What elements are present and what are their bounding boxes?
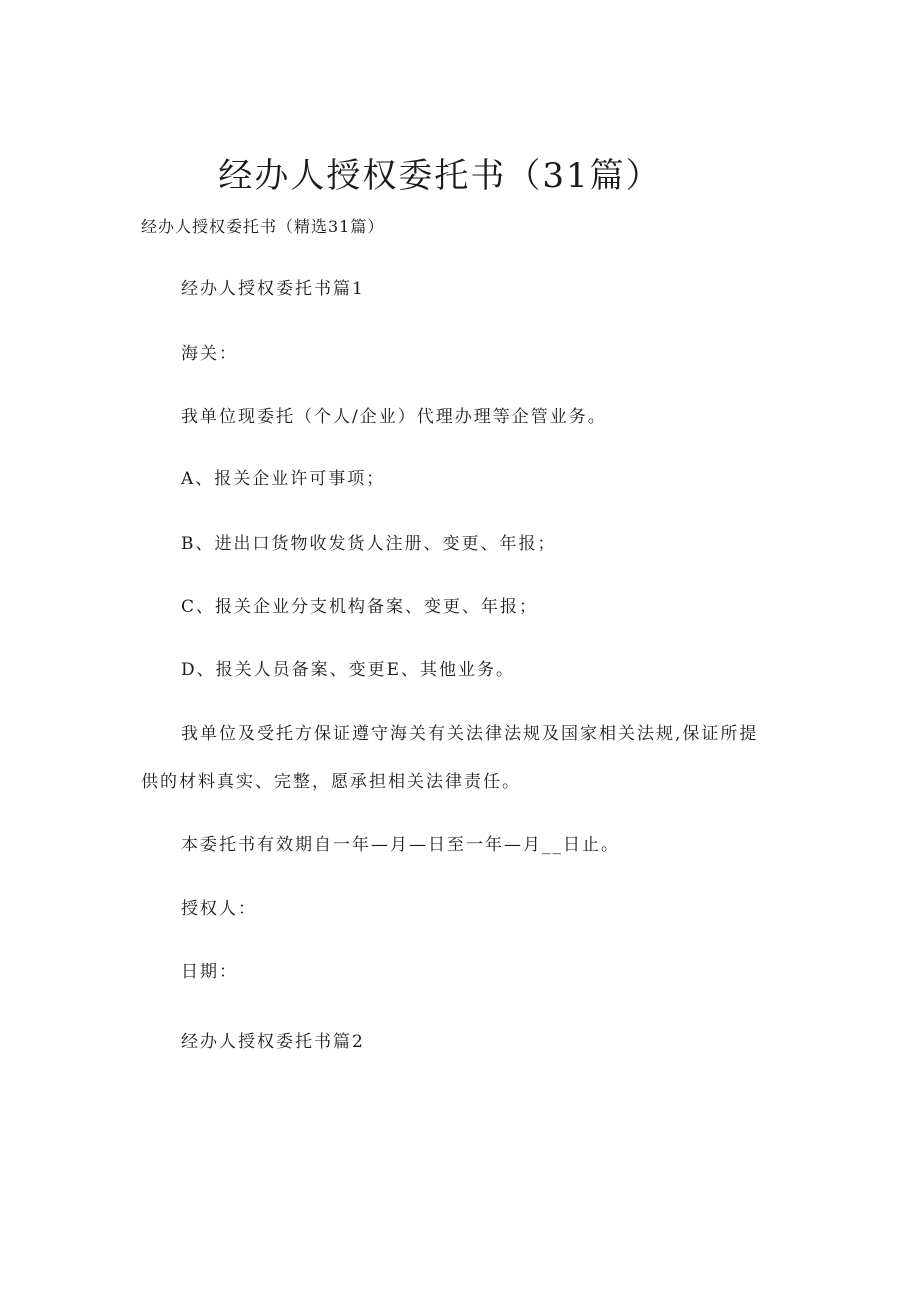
- validity-paragraph: 本委托书有效期自一年—月—日至一年—月__日止。: [181, 835, 620, 855]
- section1-heading: 经办人授权委托书篇1: [181, 279, 365, 299]
- list-item: B、进出口货物收发货人注册、变更、年报；: [181, 534, 557, 554]
- list-item: A、报关企业许可事项；: [181, 469, 386, 489]
- addressee-line: 海关：: [181, 344, 238, 364]
- authorizer-label: 授权人：: [181, 899, 257, 919]
- intro-paragraph: 我单位现委托（个人/企业）代理办理等企管业务。: [181, 407, 607, 427]
- section2-heading: 经办人授权委托书篇2: [181, 1032, 365, 1052]
- guarantee-paragraph-line1: 我单位及受托方保证遵守海关有关法律法规及国家相关法规,保证所提: [181, 724, 759, 744]
- date-label: 日期：: [181, 962, 238, 982]
- guarantee-paragraph-line2: 供的材料真实、完整，愿承担相关法律责任。: [141, 772, 521, 792]
- list-item: D、报关人员备案、变更E、其他业务。: [181, 660, 516, 680]
- document-title: 经办人授权委托书（31篇）: [218, 156, 662, 196]
- document-subtitle: 经办人授权委托书（精选31篇）: [141, 217, 385, 236]
- list-item: C、报关企业分支机构备案、变更、年报；: [181, 597, 539, 617]
